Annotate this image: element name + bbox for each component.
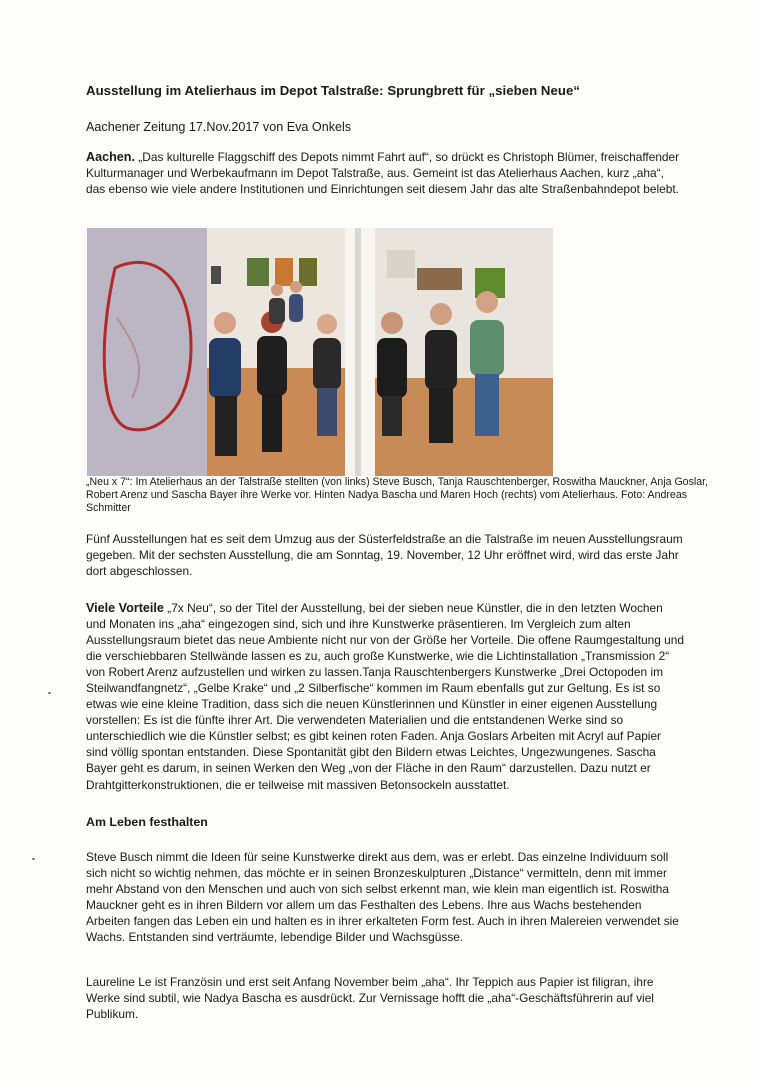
photo-caption: „Neu x 7“: Im Atelierhaus an der Talstraße stellten (von links) Steve Busch, Tanja Rauschtenberger, Roswitha Mauckner, Anja Goslar, Robert Arenz und Sascha Bayer ihre Werke vor. Hinten Nadya Bascha und Maren Hoch (rechts) vom Atelierhaus. Foto: Andreas Schmitter <box>86 476 709 515</box>
paragraph-3-text: „7x Neu“, so der Titel der Ausstellung, bei der sieben neue Künstler, die in den letzten Wochen und Monaten ins „aha“ eingezogen sind, sich und ihre Kunstwerke präsentieren. Im Vergleich zum alten Ausstellungsraum bietet das neue Ambiente nicht nur von der Größe her Vorteile. Die offene Raumgestaltung und die verschiebbaren Stellwände lassen es zu, auch große Kunstwerke, wie die Lichtinstallation „Transmission 2“ von Robert Arenz aufzustellen und wirken zu lassen.Tanja Rauschtenbergers Kunstwerke „Drei Octopoden im Steilwandfangnetz“, „Gelbe Krake“ und „2 Silberfische“ kommen im Raum ebenfalls gut zur Geltung. Es ist so etwas wie eine kleine Tradition, dass sich die neuen Künstlerinnen und Künstler in einer eigenen Ausstellung vorstellen: Es ist die fünfte ihrer Art. Die verwendeten Materialien und die entstandenen Werke sind so unterschiedlich wie die Künstler selbst; es gibt keinen roten Faden. Anja Goslars Arbeiten mit Acryl auf Papier sind völlig spontan entstanden. Diese Spontanität gibt den Bildern etwas Leichtes, Ungezwungenes. Sascha Bayer geht es darum, in seinen Werken den Weg „von der Fläche in den Raum“ darzustellen. Dazu nutzt er Drahtgitterkonstruktionen, die er teilweise mit massiven Betonsockeln ausstattet. <box>86 601 684 792</box>
scan-speck <box>32 858 35 860</box>
paragraph-3 <box>86 600 684 793</box>
article-byline: Aachener Zeitung 17.Nov.2017 von Eva Onkels <box>86 120 352 134</box>
paragraph-3-lead: Viele Vorteile <box>86 601 164 615</box>
subheading: Am Leben festhalten <box>86 815 208 829</box>
paragraph-2: Fünf Ausstellungen hat es seit dem Umzug aus der Süsterfeldstraße an die Talstraße im neuen Ausstellungsraum gegeben. Mit der sechsten Ausstellung, die am Sonntag, 19. November, 12 Uhr eröffnet wird, wird das erste Jahr dort abgeschlossen. <box>86 532 683 579</box>
intro-text: „Das kulturelle Flaggschiff des Depots nimmt Fahrt auf“, so drückt es Christoph Blümer, freischaffender Kulturmanager und Werbekaufmann im Depot Talstraße, aus. Gemeint ist das Atelierhaus Aachen, kurz „aha“, das ebenso wie viele andere Institutionen und Einrichtungen seit diesem Jahr das alte Straßenbahndepot belebt. <box>86 150 680 197</box>
article-headline: Ausstellung im Atelierhaus im Depot Talstraße: Sprungbrett für „sieben Neue“ <box>86 83 581 98</box>
intro-lead: Aachen. <box>86 150 135 164</box>
paragraph-4: Steve Busch nimmt die Ideen für seine Kunstwerke direkt aus dem, was er erlebt. Das einzelne Individuum soll sich nicht so wichtig nehmen, das möchte er in seinen Bronzeskulpturen „Distance“ vermitteln, denn mit immer mehr Abstand von den Menschen und auch von sich selbst erkennt man, wie klein man eigentlich ist. Roswitha Mauckner geht es in ihren Bildern vor allem um das Festhalten des Lebens. Ihre aus Wachs bestehenden Arbeiten fangen das Leben ein und halten es in ihrer erkalteten Form fest. Auch in ihren Malereien verwendet sie Wachs. Entstanden sind verträumte, lebendige Bilder und Wachsgüsse. <box>86 850 679 945</box>
article-photo <box>87 228 553 476</box>
scan-speck <box>48 692 51 694</box>
paragraph-5: Laureline Le ist Französin und erst seit Anfang November beim „aha“. Ihr Teppich aus Papier ist filigran, ihre Werke sind subtil, wie Nadya Bascha es ausdrückt. Zur Vernissage hofft die „aha“-Geschäftsführerin auf viel Publikum. <box>86 975 654 1022</box>
intro-paragraph <box>86 149 684 197</box>
